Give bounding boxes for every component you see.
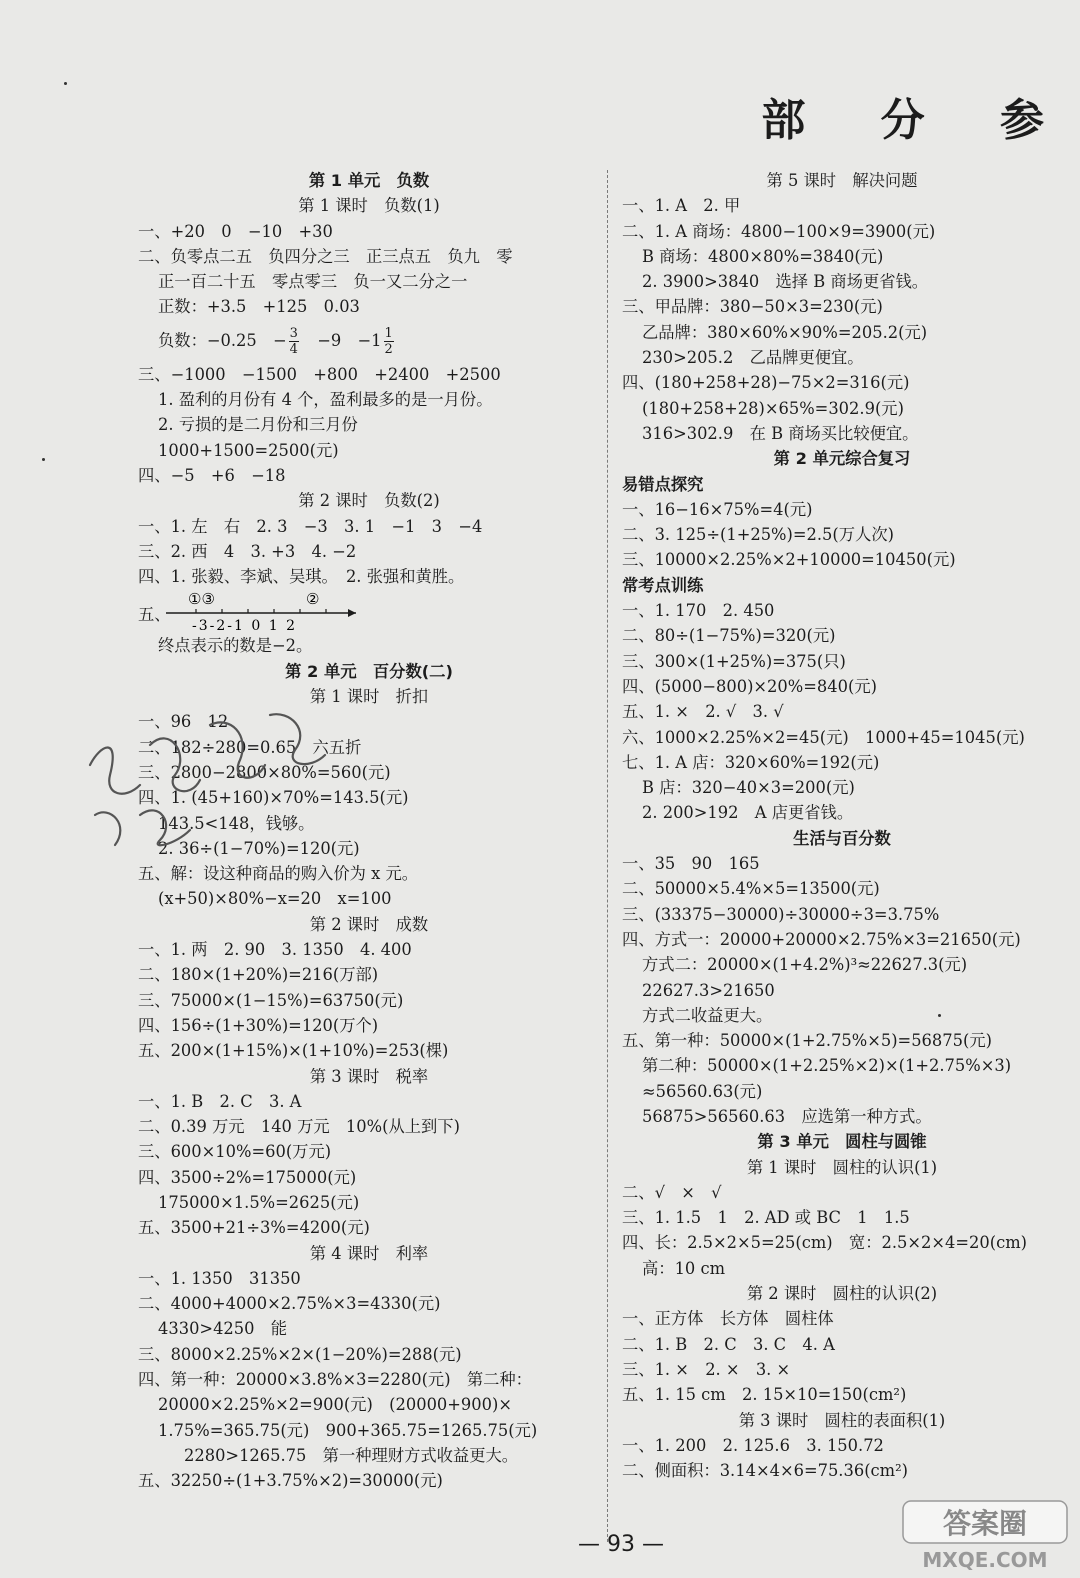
lesson-heading: 第 3 课时 圆柱的表面积(1) bbox=[738, 1410, 946, 1430]
answer-line-continued: 2. 36÷(1−70%)=120(元) bbox=[158, 838, 360, 858]
answer-line-continued: 终点表示的数是−2。 bbox=[158, 636, 313, 656]
answer-line: 二、负零点二五 负四分之三 正三点五 负九 零 bbox=[138, 246, 513, 266]
answer-line-continued: (x+50)×80%−x=20 x=100 bbox=[158, 889, 392, 909]
lesson-heading: 第 1 课时 负数(1) bbox=[298, 196, 440, 216]
answer-line: 四、方式一：20000+20000×2.75%×3=21650(元) bbox=[622, 929, 1021, 949]
unit-heading: 生活与百分数 bbox=[793, 828, 891, 848]
answer-line: 二、侧面积：3.14×4×6=75.36(cm²) bbox=[622, 1461, 908, 1481]
answer-line: 一、35 90 165 bbox=[622, 854, 760, 874]
speck-mark bbox=[42, 458, 45, 461]
unit-heading: 第 2 单元 百分数(二) bbox=[285, 661, 453, 681]
answer-line-continued: 4330>4250 能 bbox=[158, 1319, 288, 1339]
answer-line: 三、2. 西 4 3. +3 4. −2 bbox=[138, 541, 357, 561]
answer-line-continued: 316>302.9 在 B 商场买比较便宜。 bbox=[642, 423, 919, 443]
fraction bbox=[384, 326, 394, 357]
answer-line-continued: (180+258+28)×65%=302.9(元) bbox=[642, 398, 904, 418]
answer-line: 二、80÷(1−75%)=320(元) bbox=[622, 626, 836, 646]
answer-line: 二、√ × √ bbox=[622, 1182, 722, 1202]
answer-line: 三、75000×(1−15%)=63750(元) bbox=[138, 990, 404, 1010]
answer-text: 负数：−0.25 − bbox=[158, 330, 287, 350]
answer-line-continued: 56875>56560.63 应选第一种方式。 bbox=[642, 1106, 932, 1126]
answer-line: 二、1. A 商场：4800−100×9=3900(元) bbox=[622, 221, 936, 241]
answer-line-continued: ≈56560.63(元) bbox=[642, 1081, 763, 1101]
answer-line: 二、1. B 2. C 3. C 4. A bbox=[622, 1334, 835, 1354]
answer-line-continued: 正一百二十五 零点零三 负一又二分之一 bbox=[158, 272, 468, 292]
column-divider bbox=[607, 170, 608, 1542]
answer-line: 一、1. B 2. C 3. A bbox=[138, 1091, 302, 1111]
number-line-markers-left: ①③ bbox=[188, 590, 215, 609]
answer-line: 二、182÷280=0.65 六五折 bbox=[138, 737, 362, 757]
answer-line-continued: 2. 3900>3840 选择 B 商场更省钱。 bbox=[642, 272, 929, 292]
unit-heading: 第 2 单元综合复习 bbox=[773, 449, 911, 469]
number-line-marker-right: ② bbox=[306, 590, 320, 609]
answer-line: 二、50000×5.4%×5=13500(元) bbox=[622, 879, 880, 899]
answer-line: 四、1. (45+160)×70%=143.5(元) bbox=[138, 788, 409, 808]
answer-line-continued: 22627.3>21650 bbox=[642, 980, 775, 1000]
fraction-numerator: 3 bbox=[289, 325, 298, 341]
answer-line: 一、1. 1350 31350 bbox=[138, 1268, 301, 1288]
section-heading: 常考点训练 bbox=[622, 575, 704, 595]
answer-line: 三、(33375−30000)÷30000÷3=3.75% bbox=[622, 904, 940, 924]
answer-line: 一、1. 170 2. 450 bbox=[622, 601, 775, 621]
answer-line: 一、1. 200 2. 125.6 3. 150.72 bbox=[622, 1435, 884, 1455]
answer-line: 四、(5000−800)×20%=840(元) bbox=[622, 676, 877, 696]
lesson-heading: 第 3 课时 税率 bbox=[309, 1066, 429, 1086]
answer-line: 五、第一种：50000×(1+2.75%×5)=56875(元) bbox=[622, 1031, 992, 1051]
answer-line bbox=[138, 320, 600, 362]
svg-text:MXQE.COM: MXQE.COM bbox=[922, 1548, 1048, 1572]
lesson-heading: 第 2 课时 成数 bbox=[309, 914, 429, 934]
answer-line: 三、8000×2.25%×2×(1−20%)=288(元) bbox=[138, 1344, 462, 1364]
answer-line-continued: 方式二收益更大。 bbox=[642, 1005, 773, 1025]
answer-line: 三、600×10%=60(万元) bbox=[138, 1142, 332, 1162]
answer-line: 三、1. 1.5 1 2. AD 或 BC 1 1.5 bbox=[622, 1208, 910, 1228]
answer-line: 六、1000×2.25%×2=45(元) 1000+45=1045(元) bbox=[622, 727, 1025, 747]
answer-line-continued: 1.75%=365.75(元) 900+365.75=1265.75(元) bbox=[158, 1420, 538, 1440]
answer-line: 五、1. × 2. √ 3. √ bbox=[622, 702, 784, 722]
answer-line-continued: 2280>1265.75 第一种理财方式收益更大。 bbox=[184, 1445, 519, 1465]
number-line-answer bbox=[138, 589, 600, 633]
answer-line-continued: 175000×1.5%=2625(元) bbox=[158, 1192, 360, 1212]
answer-line-continued: 方式二：20000×(1+4.2%)³≈22627.3(元) bbox=[642, 955, 968, 975]
handwritten-scribble bbox=[80, 705, 340, 855]
answer-line: 四、3500÷2%=175000(元) bbox=[138, 1167, 357, 1187]
answer-line-continued: 20000×2.25%×2=900(元) (20000+900)× bbox=[158, 1395, 512, 1415]
fraction-numerator: 1 bbox=[384, 325, 393, 341]
unit-heading: 第 3 单元 圆柱与圆锥 bbox=[757, 1132, 927, 1152]
answer-line-continued: 1. 盈利的月份有 4 个，盈利最多的是一月份。 bbox=[158, 390, 493, 410]
answer-line: 二、180×(1+20%)=216(万部) bbox=[138, 965, 379, 985]
fraction-denominator: 4 bbox=[289, 341, 298, 357]
page-number: — 93 — bbox=[578, 1532, 664, 1557]
answer-line: 三、甲品牌：380−50×3=230(元) bbox=[622, 297, 883, 317]
answer-line: 四、1. 张毅、李斌、吴琪。 2. 张强和黄胜。 bbox=[138, 567, 465, 587]
lesson-heading: 第 2 课时 圆柱的认识(2) bbox=[746, 1284, 938, 1304]
speck-mark bbox=[938, 1014, 941, 1017]
answer-line-continued: 2. 亏损的是二月份和三月份 bbox=[158, 415, 358, 435]
answer-line: 七、1. A 店：320×60%=192(元) bbox=[622, 752, 880, 772]
answer-line: 四、(180+258+28)−75×2=316(元) bbox=[622, 373, 910, 393]
answer-line-continued: 2. 200>192 A 店更省钱。 bbox=[642, 803, 854, 823]
number-line-tick-labels: -3-2-1 0 1 2 bbox=[192, 618, 297, 634]
svg-text:答案圈: 答案圈 bbox=[942, 1507, 1028, 1540]
answer-line-continued: B 商场：4800×80%=3840(元) bbox=[642, 246, 884, 266]
answer-line: 二、4000+4000×2.75%×3=4330(元) bbox=[138, 1294, 441, 1314]
answer-line: 一、1. 左 右 2. 3 −3 3. 1 −1 3 −4 bbox=[138, 516, 483, 536]
fraction-denominator: 2 bbox=[384, 341, 393, 357]
answer-line: 四、156÷(1+30%)=120(万个) bbox=[138, 1015, 379, 1035]
lesson-heading: 第 5 课时 解决问题 bbox=[766, 171, 918, 190]
answer-column-right bbox=[622, 168, 1062, 1483]
answer-line-continued: 143.5<148，钱够。 bbox=[158, 813, 315, 833]
lesson-heading: 第 1 课时 折扣 bbox=[309, 687, 429, 707]
answer-line-continued: 1000+1500=2500(元) bbox=[158, 440, 339, 460]
answer-line: 二、0.39 万元 140 万元 10%(从上到下) bbox=[138, 1117, 460, 1137]
answer-line: 二、3. 125÷(1+25%)=2.5(万人次) bbox=[622, 525, 894, 545]
answer-label: 五、 bbox=[138, 605, 171, 625]
answer-line: 一、1. 两 2. 90 3. 1350 4. 400 bbox=[138, 940, 412, 960]
answer-line: 四、第一种：20000×3.8%×3=2280(元) 第二种： bbox=[138, 1370, 532, 1390]
answer-line: 一、1. A 2. 甲 bbox=[622, 196, 741, 216]
answer-line: 三、2800−2800×80%=560(元) bbox=[138, 762, 391, 782]
speck-mark bbox=[64, 82, 67, 85]
answer-line-continued: 第二种：50000×(1+2.25%×2)×(1+2.75%×3) bbox=[642, 1056, 1012, 1076]
answer-text: −9 −1 bbox=[300, 330, 382, 350]
answer-line: 四、−5 +6 −18 bbox=[138, 465, 286, 485]
answer-line: 五、32250÷(1+3.75%×2)=30000(元) bbox=[138, 1471, 443, 1491]
answer-line: 一、16−16×75%=4(元) bbox=[622, 499, 813, 519]
lesson-heading: 第 4 课时 利率 bbox=[309, 1243, 429, 1263]
answer-line: 五、200×(1+15%)×(1+10%)=253(棵) bbox=[138, 1041, 449, 1061]
lesson-heading: 第 2 课时 负数(2) bbox=[298, 491, 440, 511]
unit-heading: 第 1 单元 负数 bbox=[308, 171, 430, 190]
answer-line: 四、长：2.5×2×5=25(cm) 宽：2.5×2×4=20(cm) bbox=[622, 1233, 1027, 1253]
watermark-logo bbox=[895, 1495, 1075, 1575]
answer-line: 五、解：设这种商品的购入价为 x 元。 bbox=[138, 864, 419, 884]
section-heading: 易错点探究 bbox=[622, 474, 704, 494]
answer-line: 一、正方体 长方体 圆柱体 bbox=[622, 1309, 834, 1329]
answer-line: 五、3500+21÷3%=4200(元) bbox=[138, 1218, 370, 1238]
answer-line-continued: 正数：+3.5 +125 0.03 bbox=[158, 297, 360, 317]
answer-line: 三、−1000 −1500 +800 +2400 +2500 bbox=[138, 364, 501, 384]
answer-line-continued: 高：10 cm bbox=[642, 1258, 726, 1278]
answer-line: 三、300×(1+25%)=375(只) bbox=[622, 651, 846, 671]
answer-line: 三、10000×2.25%×2+10000=10450(元) bbox=[622, 550, 956, 570]
answer-line: 一、96 12 bbox=[138, 712, 229, 732]
answer-line-continued: 230>205.2 乙品牌更便宜。 bbox=[642, 348, 864, 368]
page-title: 部 分 参 bbox=[761, 95, 1074, 146]
number-line bbox=[156, 589, 386, 633]
answer-line: 五、1. 15 cm 2. 15×10=150(cm²) bbox=[622, 1385, 907, 1405]
answer-line-continued: B 店：320−40×3=200(元) bbox=[642, 778, 855, 798]
lesson-heading: 第 1 课时 圆柱的认识(1) bbox=[746, 1157, 938, 1177]
answer-line: 一、+20 0 −10 +30 bbox=[138, 221, 333, 241]
arrow-right-icon bbox=[348, 609, 356, 617]
answer-line-continued: 乙品牌：380×60%×90%=205.2(元) bbox=[642, 322, 928, 342]
answer-line: 三、1. × 2. × 3. × bbox=[622, 1359, 791, 1379]
fraction bbox=[289, 326, 299, 357]
